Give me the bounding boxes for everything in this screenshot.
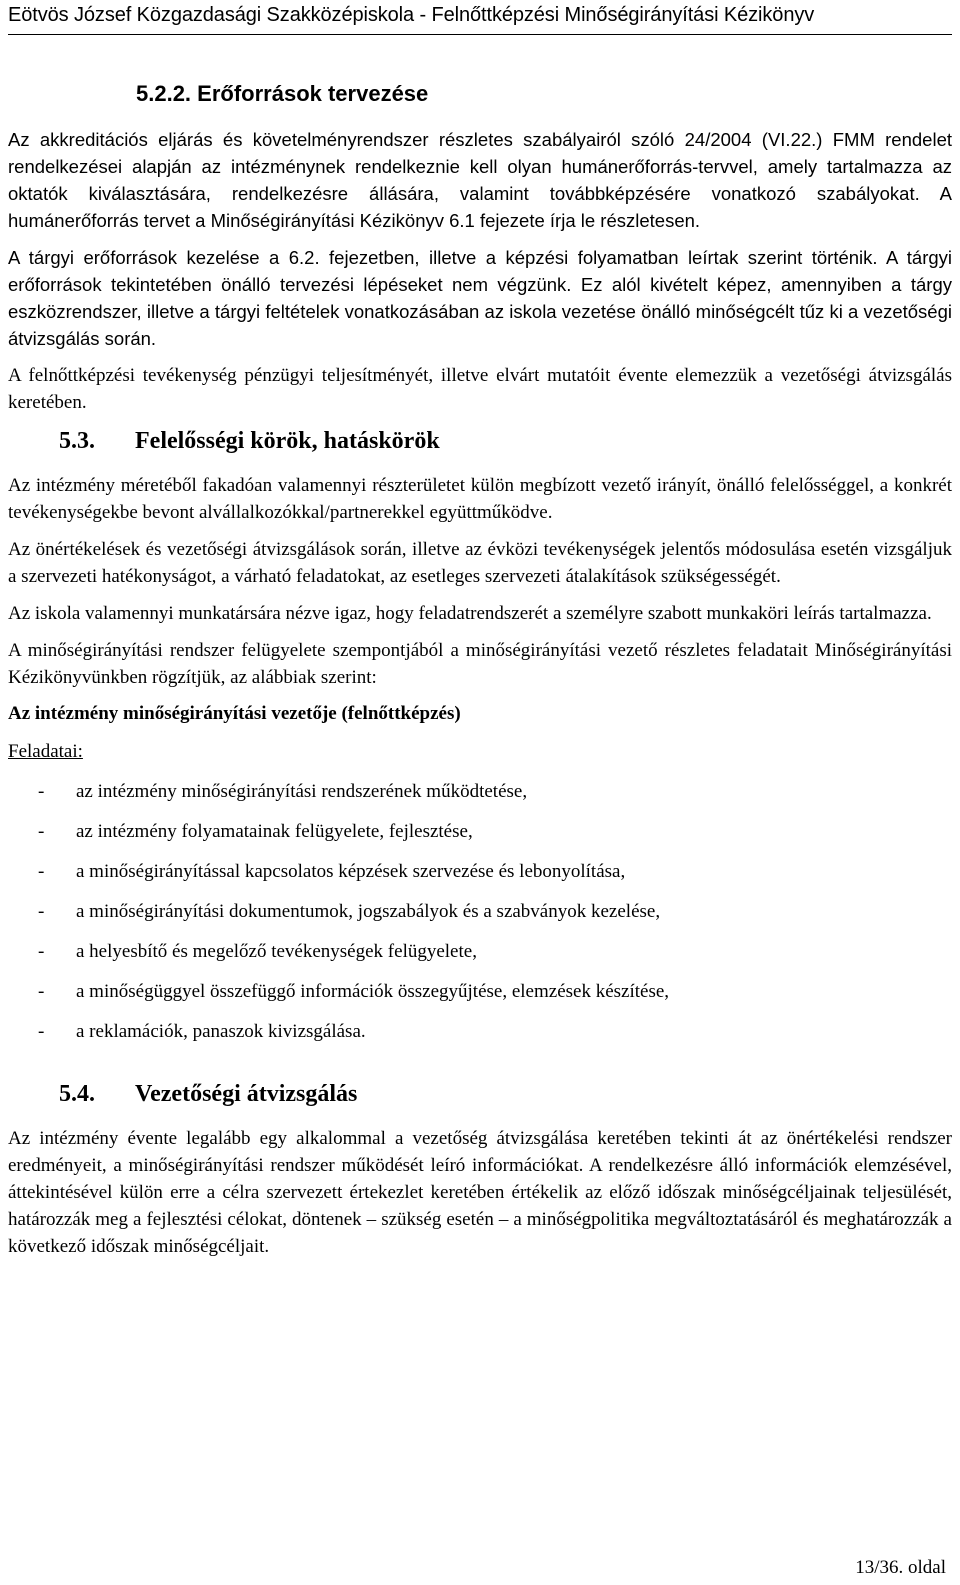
section-5-2-2-paragraph-2: A tárgyi erőforrások kezelése a 6.2. fejezetben, illetve a képzési folyamatban leírtak szerint történik. A tárgyi erőforrások tekintetében önálló tervezési lépéseket nem végzünk. Ez alól kivételt képez, amennyiben a tárgy eszközrendszer, illetve a tárgyi feltételek vonatkozásában az iskola vezetése önálló minőségcélt tűz ki a vezetőségi átvizsgálás során. [8, 247, 952, 349]
section-5-2-2-paragraph-3: A felnőttképzési tevékenység pénzügyi teljesítményét, illetve elvárt mutatóit évente elemezzük a vezetőségi átvizsgálás keretében. [8, 365, 952, 413]
section-5-3-paragraph-1: Az intézmény méretéből fakadóan valamennyi részterületet külön megbízott vezető irányít, önálló felelősséggel, a konkrét tevékenységekbe bevont alvállalkozókkal/partnerekkel együttműködve. [8, 475, 952, 523]
section-5-3-heading [59, 426, 952, 456]
list-item-text: a reklamációk, panaszok kivizsgálása. [76, 1021, 366, 1042]
task-list [8, 779, 952, 1045]
list-item [8, 979, 952, 1005]
list-item-text: a minőségüggyel összefüggő információk összegyűjtése, elemzések készítése, [76, 981, 670, 1002]
list-item [8, 1019, 952, 1045]
section-5-3-paragraph-2: Az önértékelések és vezetőségi átvizsgálások során, illetve az évközi tevékenységek jelentős módosulása esetén vizsgáljuk a szervezeti hatékonyságot, a várható feladatokat, az esetleges szervezeti átalakítások szükségességét. [8, 539, 952, 587]
list-item-text: a minőségirányítással kapcsolatos képzések szervezése és lebonyolítása, [76, 861, 626, 882]
list-dash: - [38, 941, 45, 962]
section-5-2-2-paragraph-1: Az akkreditációs eljárás és követelményrendszer részletes szabályairól szóló 24/2004 (VI.22.) FMM rendelet rendelkezései alapján az intézménynek rendelkeznie kell olyan humánerőforrás-tervvel, amely tartalmazza az oktatók kiválasztására, rendelkezésre állására, valamint továbbképzésére vonatkozó szabályokat. A humánerőforrás tervet a Minőségirányítási Kézikönyv 6.1 fejezete írja le részletesen. [8, 129, 952, 231]
list-item-text: a minőségirányítási dokumentumok, jogszabályok és a szabványok kezelése, [76, 901, 661, 922]
list-item-text: az intézmény minőségirányítási rendszerének működtetése, [76, 781, 528, 802]
list-dash: - [38, 1021, 45, 1042]
document-header: Eötvös József Közgazdasági Szakközépiskola - Felnőttképzési Minőségirányítási Kézikönyv [8, 4, 815, 26]
section-5-4-number: 5.4. [59, 1081, 95, 1107]
list-item [8, 899, 952, 925]
tasks-label: Feladatai: [8, 741, 83, 762]
list-dash: - [38, 781, 45, 802]
role-heading: Az intézmény minőségirányítási vezetője (felnőttképzés) [8, 703, 461, 724]
list-item-text: a helyesbítő és megelőző tevékenységek felügyelete, [76, 941, 477, 962]
section-5-4-title: Vezetőségi átvizsgálás [135, 1081, 358, 1107]
header-rule [8, 34, 952, 35]
page-number: 13/36. oldal [855, 1557, 946, 1578]
list-item [8, 779, 952, 805]
list-dash: - [38, 981, 45, 1002]
list-item [8, 819, 952, 845]
list-item-text: az intézmény folyamatainak felügyelete, fejlesztése, [76, 821, 473, 842]
list-item [8, 859, 952, 885]
section-5-3-title: Felelősségi körök, hatáskörök [135, 428, 440, 454]
list-dash: - [38, 901, 45, 922]
section-5-3-paragraph-3: Az iskola valamennyi munkatársára nézve igaz, hogy feladatrendszerét a személyre szabott munkaköri leírás tartalmazza. [8, 603, 932, 624]
list-item [8, 939, 952, 965]
section-5-4-paragraph: Az intézmény évente legalább egy alkalommal a vezetőség átvizsgálása keretében tekinti át az önértékelési rendszer eredményeit, a minőségirányítási rendszer működését leíró információkat. A rendelkezésre álló információk elemzésével, áttekintésével külön erre a célra szervezett értekezlet keretében értékelik az előző időszak minőségcéljainak teljesülését, határozzák meg a fejlesztési célokat, döntenek – szükség esetén – a minőségpolitika megváltoztatásáról és meghatározzák a következő időszak minőségcéljait. [8, 1128, 952, 1257]
section-5-2-2-heading: 5.2.2. Erőforrások tervezése [136, 81, 429, 106]
section-5-3-paragraph-4: A minőségirányítási rendszer felügyelete szempontjából a minőségirányítási vezető részletes feladatait Minőségirányítási Kézikönyvünkben rögzítjük, az alábbiak szerint: [8, 640, 952, 688]
section-5-4-heading [59, 1079, 952, 1109]
page-content [8, 70, 952, 1270]
list-dash: - [38, 821, 45, 842]
list-dash: - [38, 861, 45, 882]
section-5-3-number: 5.3. [59, 428, 95, 454]
